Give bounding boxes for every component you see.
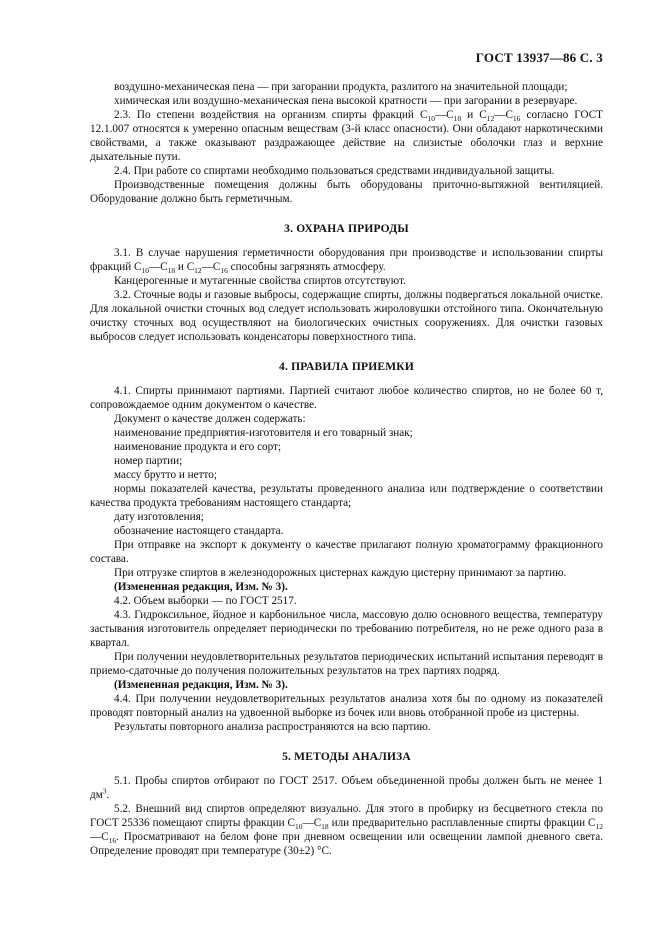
- paragraph-5-2: 5.2. Внешний вид спиртов определяют визуально. Для этого в пробирку из бесцветного стекла по ГОСТ 25336 помещают спирты фракции $С_{10}—С_{18}$ или предварительно расплавленные спирты фракции $С_{12}—С_{16}$. Просматривают на белом фоне при дневном освещении или освещении лампой дневного света. Определение проводят при температуре (30±2) °С.: [90, 803, 603, 857]
- paragraph: Канцерогенные и мутагенные свойства спиртов отсутствуют.: [114, 275, 406, 287]
- paragraph: При отправке на экспорт к документу о качестве прилагают полную хроматограмму фракционного состава.: [90, 539, 603, 565]
- paragraph: Результаты повторного анализа распространяются на всю партию.: [114, 721, 431, 733]
- paragraph: При отгрузке спиртов в железнодорожных цистернах каждую цистерну принимают за партию.: [114, 567, 567, 579]
- document-body: [90, 80, 603, 858]
- paragraph-2-3: 2.3. По степени воздействия на организм спирты фракций $С_{10}—С_{18}$ и $С_{12}—С_{16}$ согласно ГОСТ 12.1.007 относятся к умеренно опасным веществам (3-й класс опасности). Они обладают наркотическими свойствами, а также оказывают раздражающее действие на слизистые оболочки глаз и верхние дыхательные пути.: [90, 109, 604, 163]
- paragraph: химическая или воздушно-механическая пена высокой кратности — при загорании в резервуаре.: [114, 95, 578, 107]
- paragraph-2-4: 2.4. При работе со спиртами необходимо пользоваться средствами индивидуальной защиты.: [114, 165, 555, 177]
- paragraph-3-1: 3.1. В случае нарушения герметичности оборудования при производстве и использовании спирты фракций $С_{10}—С_{18}$ и $С_{12}—С_{16}$ способны загрязнять атмосферу.: [90, 247, 603, 276]
- paragraph-4-3: 4.3. Гидроксильное, йодное и карбонильное числа, массовую долю основного вещества, температуру застывания изготовитель определяет периодически по требованию потребителя, но не реже одного раза в квартал.: [90, 609, 603, 649]
- paragraph: Производственные помещения должны быть оборудованы приточно-вытяжной вентиляцией. Оборудование должно быть герметичным.: [90, 179, 603, 205]
- list-item: нормы показателей качества, результаты проведенного анализа или подтверждение о соответствии качества продукта требованиям настоящего стандарта;: [90, 483, 603, 509]
- list-item: наименование продукта и его сорт;: [114, 441, 282, 453]
- paragraph: При получении неудовлетворительных результатов периодических испытаний испытания переводят в приемо-сдаточные до получения положительных результатов на трех партиях подряд.: [90, 651, 603, 677]
- paragraph: воздушно-механическая пена — при загорании продукта, разлитого на значительной площади;: [114, 81, 568, 93]
- list-item: номер партии;: [114, 455, 183, 467]
- page-header: ГОСТ 13937—86 С. 3: [475, 50, 603, 65]
- section-4-title: 4. ПРАВИЛА ПРИЕМКИ: [279, 361, 414, 373]
- list-item: дату изготовления;: [114, 511, 204, 523]
- paragraph-3-2: 3.2. Сточные воды и газовые выбросы, содержащие спирты, должны подвергаться локальной очистке. Для локальной очистки сточных вод следует использовать жироловушки отстойного типа. Окончательную очистку сточных вод осуществляют на биологических очистных сооружениях. Для очистки газовых выбросов следует использовать конденсаторы поверхностного типа.: [90, 289, 603, 343]
- paragraph-4-4: 4.4. При получении неудовлетворительных результатов анализа хотя бы по одному из показателей проводят повторный анализ на удвоенной выборке из бочек или вновь отобранной пробе из цистерны.: [90, 693, 603, 719]
- paragraph: Документ о качестве должен содержать:: [114, 413, 306, 425]
- amendment-note: (Измененная редакция, Изм. № 3).: [114, 679, 288, 691]
- list-item: обозначение настоящего стандарта.: [114, 525, 284, 537]
- paragraph-4-1: 4.1. Спирты принимают партиями. Партией считают любое количество спиртов, но не более 60 т, сопровождаемое одним документом о качестве.: [90, 385, 603, 411]
- section-5-title: 5. МЕТОДЫ АНАЛИЗА: [282, 751, 411, 763]
- paragraph-5-1: 5.1. Пробы спиртов отбирают по ГОСТ 2517. Объем объединенной пробы должен быть не менее 1 $дм^3$.: [90, 775, 603, 801]
- paragraph-4-2: 4.2. Объем выборки — по ГОСТ 2517.: [114, 595, 297, 607]
- amendment-note: (Измененная редакция, Изм. № 3).: [114, 581, 288, 593]
- section-3-title: 3. ОХРАНА ПРИРОДЫ: [284, 223, 409, 235]
- list-item: массу брутто и нетто;: [114, 469, 217, 481]
- list-item: наименование предприятия-изготовителя и его товарный знак;: [114, 427, 413, 439]
